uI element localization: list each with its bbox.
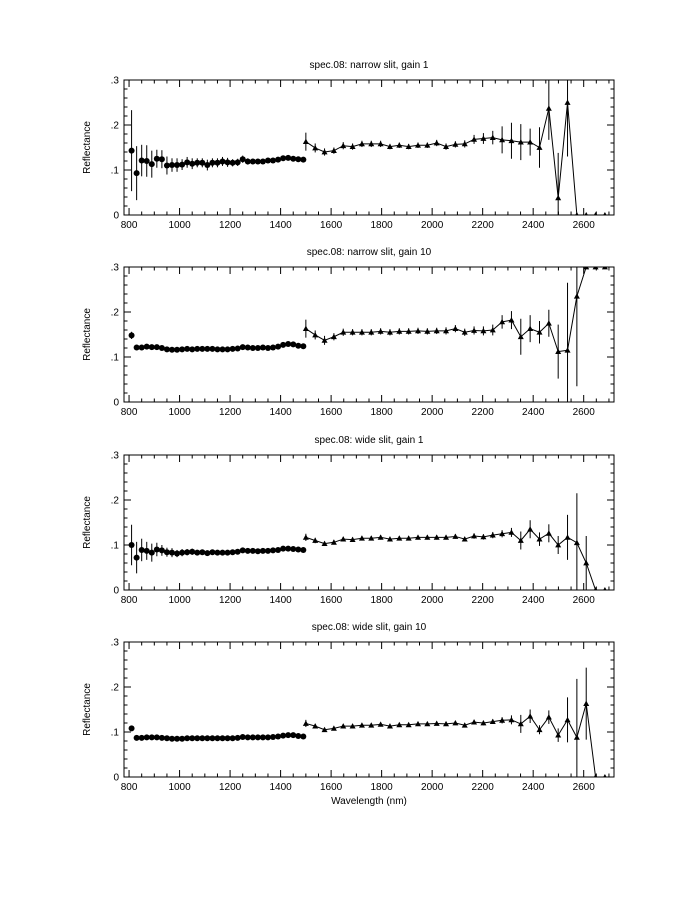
x-tick-label: 800 xyxy=(120,595,138,606)
data-point xyxy=(129,332,135,338)
data-point xyxy=(396,142,402,147)
data-point xyxy=(303,534,309,539)
data-point xyxy=(260,158,266,164)
data-point xyxy=(280,342,286,348)
data-point xyxy=(555,732,561,737)
data-point xyxy=(565,347,571,352)
data-point xyxy=(312,332,318,337)
x-tick-label: 800 xyxy=(120,407,138,418)
data-point xyxy=(129,725,135,731)
y-tick-label: 0 xyxy=(113,585,119,597)
y-tick-label: .1 xyxy=(110,727,119,739)
y-tick-label: .1 xyxy=(110,352,119,364)
data-point xyxy=(546,105,552,110)
data-point xyxy=(508,317,514,322)
data-point xyxy=(583,701,589,706)
y-tick-label: .3 xyxy=(110,450,119,462)
data-point xyxy=(134,555,140,561)
data-point xyxy=(199,549,205,555)
x-tick-label: 1800 xyxy=(370,220,393,231)
panel-2 xyxy=(82,206,614,418)
data-point xyxy=(300,157,306,163)
data-point xyxy=(546,530,552,535)
data-point xyxy=(331,148,337,153)
data-point xyxy=(159,156,165,162)
y-tick-label: .1 xyxy=(110,165,119,177)
data-point xyxy=(154,547,160,553)
data-point xyxy=(565,534,571,539)
x-tick-label: 1000 xyxy=(168,220,191,231)
data-point xyxy=(285,155,291,161)
x-tick-label: 2000 xyxy=(421,782,444,793)
x-tick-label: 1400 xyxy=(269,220,292,231)
series-line xyxy=(306,103,605,216)
panel-title: spec.08: narrow slit, gain 10 xyxy=(306,247,432,258)
panel-title: spec.08: wide slit, gain 10 xyxy=(311,622,427,633)
y-tick-label: .2 xyxy=(110,120,119,132)
data-point xyxy=(434,140,440,145)
x-tick-label: 2200 xyxy=(471,220,494,231)
data-point xyxy=(214,160,220,166)
x-tick-label: 1200 xyxy=(218,595,242,606)
data-point xyxy=(189,549,195,555)
x-tick-label: 2400 xyxy=(522,220,545,231)
data-point xyxy=(565,100,571,105)
data-point xyxy=(154,344,160,350)
y-axis-label: Reflectance xyxy=(82,121,93,174)
series-2 xyxy=(303,49,608,243)
plot-area xyxy=(129,493,608,592)
y-tick-label: .3 xyxy=(110,637,119,649)
x-tick-label: 2400 xyxy=(522,407,545,418)
data-point xyxy=(574,540,580,545)
data-point xyxy=(331,334,337,339)
data-point xyxy=(300,343,306,349)
x-tick-label: 1400 xyxy=(269,595,292,606)
data-point xyxy=(303,139,309,144)
data-point xyxy=(149,550,155,556)
x-tick-label: 2600 xyxy=(572,595,595,606)
data-point xyxy=(189,161,195,167)
y-tick-label: 0 xyxy=(113,397,119,409)
data-point xyxy=(303,326,309,331)
series-line xyxy=(306,267,605,352)
data-point xyxy=(452,326,458,331)
x-tick-label: 2200 xyxy=(471,407,494,418)
y-tick-label: .2 xyxy=(110,307,119,319)
data-point xyxy=(546,320,552,325)
panel-title: spec.08: narrow slit, gain 1 xyxy=(309,60,429,71)
x-tick-label: 2600 xyxy=(572,782,595,793)
x-tick-label: 2000 xyxy=(421,595,444,606)
x-tick-label: 800 xyxy=(120,220,138,231)
x-tick-label: 1600 xyxy=(319,220,343,231)
data-point xyxy=(129,148,135,154)
data-point xyxy=(290,341,296,347)
series-2 xyxy=(303,493,608,592)
x-tick-label: 1000 xyxy=(168,782,191,793)
series-1 xyxy=(129,110,307,200)
data-point xyxy=(275,547,281,553)
y-axis-label: Reflectance xyxy=(82,683,93,736)
data-point xyxy=(235,345,241,351)
series-1 xyxy=(129,332,307,353)
data-point xyxy=(275,157,281,163)
x-tick-label: 1800 xyxy=(370,407,393,418)
panel-title: spec.08: wide slit, gain 1 xyxy=(314,435,424,446)
y-tick-label: .3 xyxy=(110,75,119,87)
data-point xyxy=(174,551,180,557)
data-point xyxy=(270,345,276,351)
x-tick-label: 1400 xyxy=(269,407,292,418)
data-point xyxy=(555,195,561,200)
data-point xyxy=(144,158,150,164)
data-point xyxy=(184,159,190,165)
data-point xyxy=(527,713,533,718)
data-point xyxy=(583,560,589,565)
y-axis-label: Reflectance xyxy=(82,308,93,361)
y-tick-label: 0 xyxy=(113,210,119,222)
x-tick-label: 1200 xyxy=(218,782,242,793)
plot-frame xyxy=(124,455,614,590)
data-point xyxy=(129,542,135,548)
x-tick-label: 800 xyxy=(120,782,138,793)
data-point xyxy=(290,732,296,738)
y-axis-label: Reflectance xyxy=(82,496,93,549)
data-point xyxy=(300,547,306,553)
data-point xyxy=(149,161,155,167)
x-tick-label: 1800 xyxy=(370,595,393,606)
series-1 xyxy=(129,525,307,574)
y-tick-label: .1 xyxy=(110,540,119,552)
data-point xyxy=(235,549,241,555)
data-point xyxy=(312,145,318,150)
x-tick-label: 2600 xyxy=(572,220,595,231)
x-tick-label: 2400 xyxy=(522,782,545,793)
y-tick-label: .3 xyxy=(110,262,119,274)
data-point xyxy=(235,735,241,741)
data-point xyxy=(527,326,533,331)
data-point xyxy=(270,158,276,164)
data-point xyxy=(574,734,580,739)
data-point xyxy=(574,293,580,298)
x-axis-label: Wavelength (nm) xyxy=(331,796,407,807)
plot-area xyxy=(129,206,608,418)
x-tick-label: 2200 xyxy=(471,782,494,793)
data-point xyxy=(275,734,281,740)
x-tick-label: 1800 xyxy=(370,782,393,793)
x-tick-label: 1200 xyxy=(218,220,242,231)
series-2 xyxy=(303,206,608,418)
data-point xyxy=(134,170,140,176)
x-tick-label: 1000 xyxy=(168,595,191,606)
data-point xyxy=(220,158,226,164)
x-tick-label: 1600 xyxy=(319,595,343,606)
x-tick-label: 2000 xyxy=(421,407,444,418)
panel-1 xyxy=(82,49,614,243)
data-point xyxy=(303,720,309,725)
plot-frame xyxy=(124,642,614,777)
y-tick-label: 0 xyxy=(113,772,119,784)
x-tick-label: 2600 xyxy=(572,407,595,418)
x-tick-label: 1400 xyxy=(269,782,292,793)
data-point xyxy=(546,714,552,719)
data-point xyxy=(235,159,241,165)
panel-4 xyxy=(82,622,614,807)
data-point xyxy=(536,145,542,150)
x-tick-label: 2400 xyxy=(522,595,545,606)
x-tick-label: 1600 xyxy=(319,782,343,793)
series-line xyxy=(306,704,605,777)
x-tick-label: 1600 xyxy=(319,407,343,418)
series-1 xyxy=(129,725,307,741)
x-tick-label: 2200 xyxy=(471,595,494,606)
data-point xyxy=(204,550,210,556)
data-point xyxy=(169,550,175,556)
data-point xyxy=(565,717,571,722)
x-tick-label: 2000 xyxy=(421,220,444,231)
data-point xyxy=(159,345,165,351)
data-point xyxy=(508,529,514,534)
plot-area xyxy=(129,49,608,243)
data-point xyxy=(139,547,145,553)
panel-3 xyxy=(82,435,614,606)
data-point xyxy=(527,526,533,531)
data-point xyxy=(300,734,306,740)
x-tick-label: 1000 xyxy=(168,407,191,418)
y-tick-label: .2 xyxy=(110,682,119,694)
y-tick-label: .2 xyxy=(110,495,119,507)
data-point xyxy=(139,345,145,351)
x-tick-label: 1200 xyxy=(218,407,242,418)
